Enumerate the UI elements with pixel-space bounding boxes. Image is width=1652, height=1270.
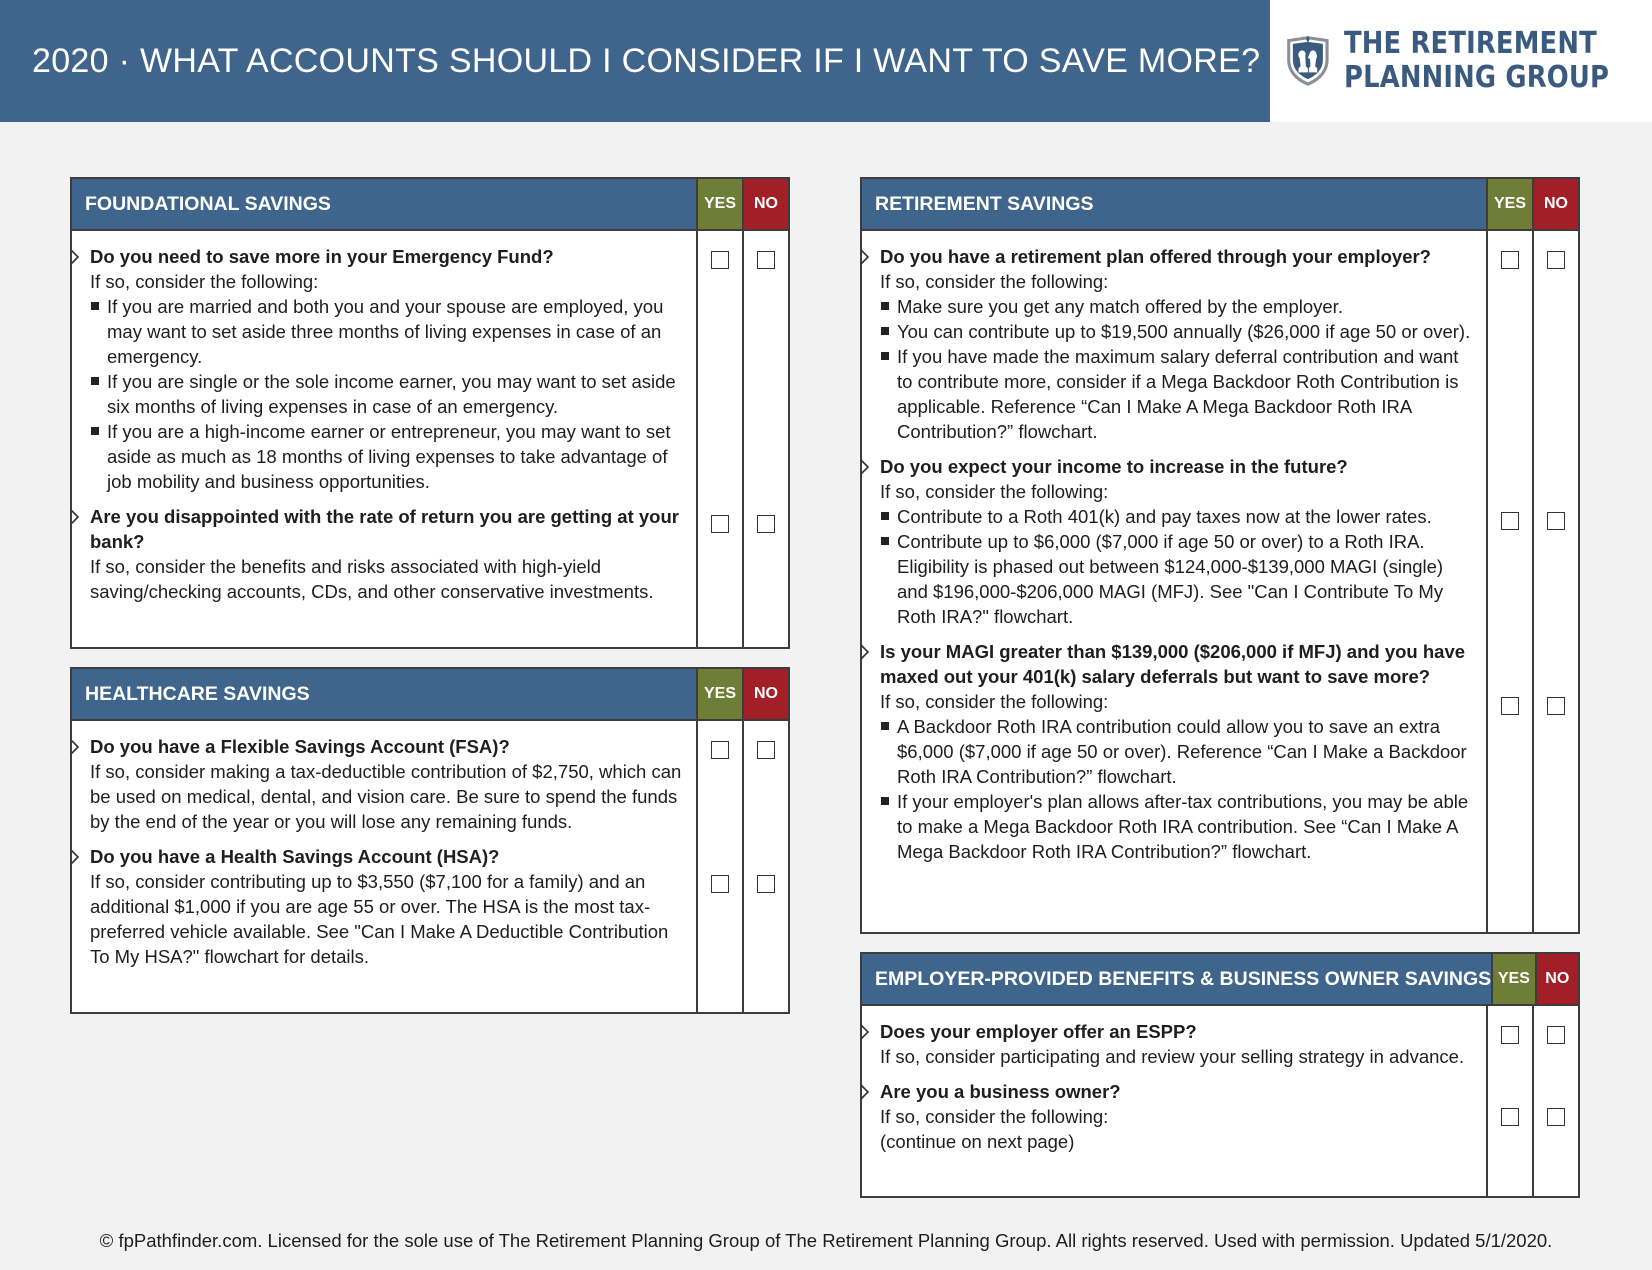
- yes-checkbox[interactable]: [711, 251, 729, 269]
- chevron-right-icon: [860, 459, 870, 475]
- yes-checkbox[interactable]: [711, 741, 729, 759]
- no-column: [742, 231, 788, 647]
- no-column: [1532, 1006, 1578, 1196]
- page-title: 2020 · WHAT ACCOUNTS SHOULD I CONSIDER IF I WANT TO SAVE MORE?: [32, 41, 1261, 80]
- list-item: If you have made the maximum salary deferral contribution and want to contribute more, consider if a Mega Backdoor Roth Contribution is applicable. Reference “Can I Make A Mega Backdoor Roth IRA Contribution?” flowchart.: [880, 344, 1474, 444]
- yes-checkbox[interactable]: [1501, 251, 1519, 269]
- yes-checkbox[interactable]: [1501, 697, 1519, 715]
- list-item: If you are a high-income earner or entrepreneur, you may want to set aside as much as 18 months of living expenses to take advantage of job mobility and business opportunities.: [90, 419, 684, 494]
- question-intro: If so, consider the following:: [90, 271, 319, 292]
- bullet-list: [90, 294, 684, 494]
- panel-header: [862, 954, 1578, 1006]
- question-intro: If so, consider participating and review your selling strategy in advance.: [880, 1046, 1465, 1067]
- question-block: [90, 734, 684, 834]
- yes-column-header: YES: [1486, 179, 1532, 229]
- logo-line-1: THE RETIREMENT: [1343, 26, 1597, 61]
- chevron-right-icon: [860, 644, 870, 660]
- panel-body: [862, 231, 1578, 932]
- yes-checkbox[interactable]: [711, 875, 729, 893]
- no-checkbox[interactable]: [1547, 1108, 1565, 1126]
- bullet-list: [880, 504, 1474, 629]
- no-column-header: NO: [742, 179, 788, 229]
- yes-column-header: YES: [696, 179, 742, 229]
- panel-title: HEALTHCARE SAVINGS: [85, 682, 310, 705]
- bullet-list: [880, 714, 1474, 864]
- chevron-right-icon: [70, 849, 80, 865]
- no-column: [742, 721, 788, 1012]
- list-item: Make sure you get any match offered by the employer.: [880, 294, 1474, 319]
- question-intro: If so, consider contributing up to $3,550 ($7,100 for a family) and an additional $1,000 if you are age 55 or over. The HSA is the most tax-preferred vehicle available. See "Can I Make A Deductible Contribution To My HSA?" flowchart for details.: [90, 871, 669, 967]
- no-checkbox[interactable]: [757, 251, 775, 269]
- page-header: [0, 0, 1270, 122]
- question-text: Do you need to save more in your Emergency Fund?: [90, 246, 554, 267]
- no-column-header: NO: [742, 669, 788, 719]
- list-item: Contribute up to $6,000 ($7,000 if age 50 or over) to a Roth IRA. Eligibility is phased out between $124,000-$139,000 MAGI (single) and $196,000-$206,000 MAGI (MFJ). See "Can I Contribute To My Roth IRA?" flowchart.: [880, 529, 1474, 629]
- no-checkbox[interactable]: [1547, 512, 1565, 530]
- question-block: [880, 244, 1474, 444]
- panel-header: [72, 179, 788, 231]
- panel-body: [72, 231, 788, 647]
- question-text: Do you have a retirement plan offered through your employer?: [880, 246, 1431, 267]
- question-text: Does your employer offer an ESPP?: [880, 1021, 1197, 1042]
- list-item: If you are single or the sole income earner, you may want to set aside six months of living expenses in case of an emergency.: [90, 369, 684, 419]
- question-text: Are you disappointed with the rate of return you are getting at your bank?: [90, 506, 679, 552]
- no-column-header: NO: [1535, 954, 1578, 1004]
- chevron-right-icon: [860, 249, 870, 265]
- logo-line-2: PLANNING GROUP: [1343, 60, 1609, 95]
- question-text: Are you a business owner?: [880, 1081, 1121, 1102]
- panel-header: [862, 179, 1578, 231]
- question-block: [880, 1019, 1474, 1069]
- list-item: You can contribute up to $19,500 annually ($26,000 if age 50 or over).: [880, 319, 1474, 344]
- chevron-right-icon: [860, 1024, 870, 1040]
- chevron-right-icon: [860, 1084, 870, 1100]
- yes-column: [1486, 231, 1532, 932]
- panel-title: EMPLOYER-PROVIDED BENEFITS & BUSINESS OWNER SAVINGS: [875, 967, 1492, 990]
- panel-body: [72, 721, 788, 1012]
- yes-column: [696, 721, 742, 1012]
- chevron-right-icon: [70, 509, 80, 525]
- yes-column: [696, 231, 742, 647]
- yes-checkbox[interactable]: [1501, 1026, 1519, 1044]
- question-intro: If so, consider the following:: [880, 1106, 1109, 1127]
- panel-body: [862, 1006, 1578, 1196]
- bullet-list: [880, 294, 1474, 444]
- question-block: [880, 454, 1474, 629]
- question-text: Is your MAGI greater than $139,000 ($206,000 if MFJ) and you have maxed out your 401(k) salary deferrals but want to save more?: [880, 641, 1466, 687]
- foundational-savings-panel: [70, 177, 790, 649]
- yes-checkbox[interactable]: [711, 515, 729, 533]
- yes-checkbox[interactable]: [1501, 1108, 1519, 1126]
- question-intro: If so, consider making a tax-deductible contribution of $2,750, which can be used on medical, dental, and vision care. Be sure to spend the funds by the end of the year or you will lose any remaining funds.: [90, 761, 682, 832]
- question-text: Do you have a Health Savings Account (HSA)?: [90, 846, 500, 867]
- chevron-right-icon: [70, 739, 80, 755]
- no-checkbox[interactable]: [757, 875, 775, 893]
- employer-benefits-panel: [860, 952, 1580, 1198]
- panel-header: [72, 669, 788, 721]
- panel-title: RETIREMENT SAVINGS: [875, 192, 1094, 215]
- panel-title: FOUNDATIONAL SAVINGS: [85, 192, 331, 215]
- question-block: [880, 1079, 1474, 1154]
- continue-note: (continue on next page): [880, 1131, 1075, 1152]
- question-intro: If so, consider the following:: [880, 481, 1109, 502]
- list-item: A Backdoor Roth IRA contribution could allow you to save an extra $6,000 ($7,000 if age 50 or over). Reference “Can I Make a Backdoor Roth IRA Contribution?” flowchart.: [880, 714, 1474, 789]
- company-logo: [1270, 0, 1652, 122]
- no-checkbox[interactable]: [1547, 1026, 1565, 1044]
- question-block: [880, 639, 1474, 864]
- question-intro: If so, consider the following:: [880, 271, 1109, 292]
- retirement-savings-panel: [860, 177, 1580, 934]
- yes-checkbox[interactable]: [1501, 512, 1519, 530]
- list-item: If you are married and both you and your spouse are employed, you may want to set aside three months of living expenses in case of an emergency.: [90, 294, 684, 369]
- chevron-right-icon: [70, 249, 80, 265]
- question-text: Do you have a Flexible Savings Account (FSA)?: [90, 736, 510, 757]
- list-item: If your employer's plan allows after-tax contributions, you may be able to make a Mega Backdoor Roth IRA contribution. See “Can I Make A Mega Backdoor Roth IRA Contribution?” flowchart.: [880, 789, 1474, 864]
- question-text: Do you expect your income to increase in the future?: [880, 456, 1348, 477]
- logo-wordmark: [1344, 27, 1609, 95]
- no-checkbox[interactable]: [757, 741, 775, 759]
- healthcare-savings-panel: [70, 667, 790, 1014]
- no-checkbox[interactable]: [1547, 697, 1565, 715]
- yes-column-header: YES: [1491, 954, 1534, 1004]
- no-checkbox[interactable]: [1547, 251, 1565, 269]
- question-intro: If so, consider the following:: [880, 691, 1109, 712]
- no-column: [1532, 231, 1578, 932]
- yes-column-header: YES: [696, 669, 742, 719]
- copyright-footer: © fpPathfinder.com. Licensed for the sole use of The Retirement Planning Group of The Retirement Planning Group. All rights reserved. Used with permission. Updated 5/1/2020.: [99, 1230, 1553, 1251]
- question-block: [90, 504, 684, 604]
- question-intro: If so, consider the benefits and risks associated with high-yield saving/checking accounts, CDs, and other conservative investments.: [90, 556, 654, 602]
- question-block: [90, 244, 684, 494]
- yes-column: [1486, 1006, 1532, 1196]
- no-column-header: NO: [1532, 179, 1578, 229]
- shield-crest-icon: [1282, 11, 1334, 111]
- no-checkbox[interactable]: [757, 515, 775, 533]
- question-block: [90, 844, 684, 969]
- list-item: Contribute to a Roth 401(k) and pay taxes now at the lower rates.: [880, 504, 1474, 529]
